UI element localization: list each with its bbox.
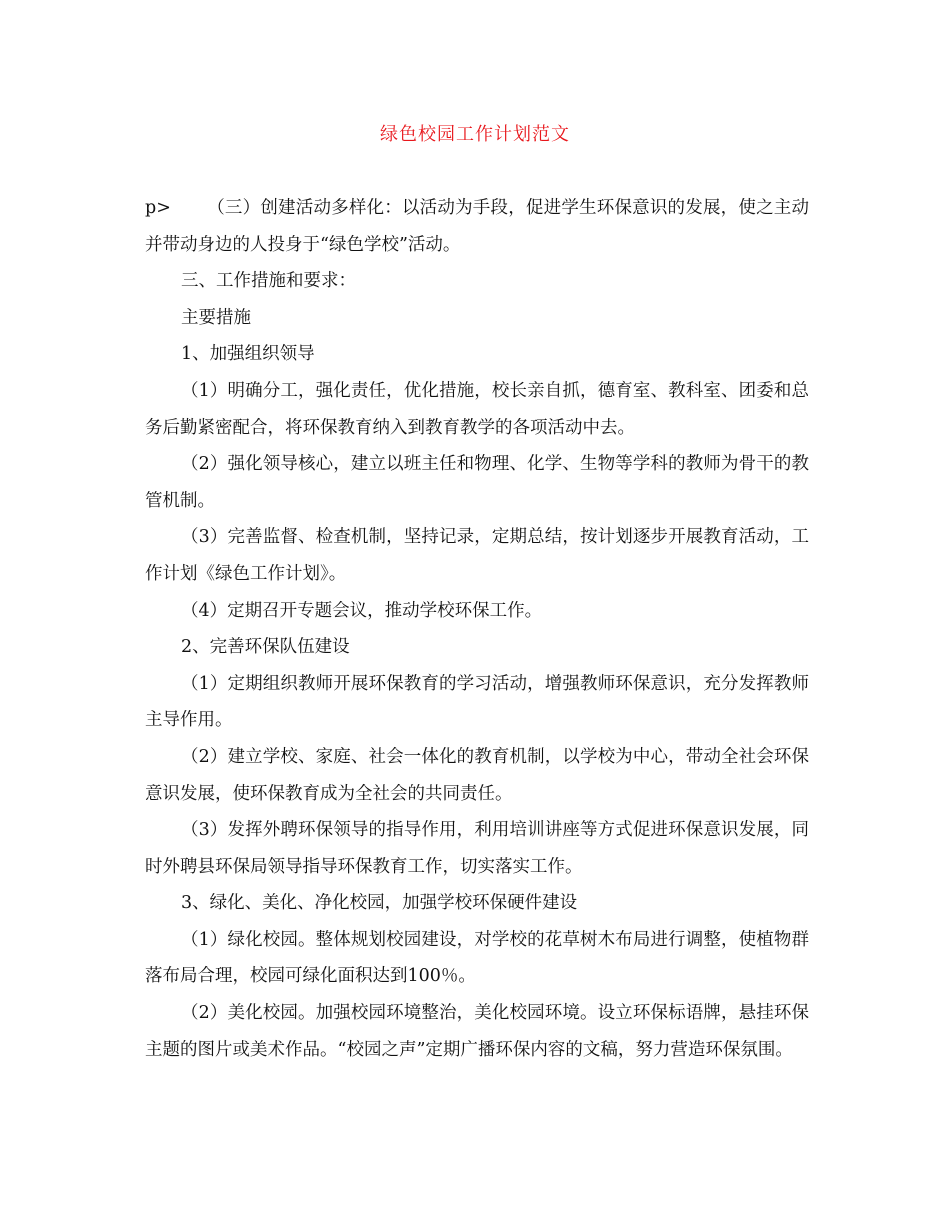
paragraph-1-text: （三）创建活动多样化：以活动为手段，促进学生环保意识的发展，使之主动并带动身边的人投身于“绿色学校”活动。 (145, 198, 809, 255)
item-1-1: （1）明确分工，强化责任，优化措施，校长亲自抓，德育室、教科室、团委和总务后勤紧密配合，将环保教育纳入到教育教学的各项活动中去。 (145, 380, 809, 438)
item-3-1: （1）绿化校园。整体规划校园建设，对学校的花草树木布局进行调整，使植物群落布局合理，校园可绿化面积达到100％。 (145, 929, 809, 987)
item-2-1: （1）定期组织教师开展环保教育的学习活动，增强教师环保意识，充分发挥教师主导作用。 (145, 673, 809, 731)
item-2-2: （2）建立学校、家庭、社会一体化的教育机制，以学校为中心，带动全社会环保意识发展，使环保教育成为全社会的共同责任。 (145, 746, 809, 804)
item-2-3: （3）发挥外聘环保领导的指导作用，利用培训讲座等方式促进环保意识发展，同时外聘县环保局领导指导环保教育工作，切实落实工作。 (145, 820, 809, 877)
paragraph-1 (145, 190, 809, 263)
item-1-4: （4）定期召开专题会议，推动学校环保工作。 (181, 600, 543, 621)
item-3-2: （2）美化校园。加强校园环境整治，美化校园环境。设立环保标语牌，悬挂环保主题的图片或美术作品。“校园之声”定期广播环保内容的文稿，努力营造环保氛围。 (145, 1003, 809, 1060)
item-heading-3: 3、绿化、美化、净化校园，加强学校环保硬件建设 (181, 893, 578, 914)
document-body (145, 190, 809, 1068)
stray-prefix: p> (145, 198, 171, 218)
item-heading-1: 1、加强组织领导 (181, 344, 315, 365)
item-1-3: （3）完善监督、检查机制，坚持记录，定期总结，按计划逐步开展教育活动，工作计划《绿色工作计划》。 (145, 527, 809, 584)
item-heading-2: 2、完善环保队伍建设 (181, 637, 350, 658)
section-heading-measures: 三、工作措施和要求： (181, 271, 356, 292)
subheading-main-measures: 主要措施 (181, 307, 251, 328)
document-title: 绿色校园工作计划范文 (380, 124, 570, 145)
item-1-2: （2）强化领导核心，建立以班主任和物理、化学、生物等学科的教师为骨干的教管机制。 (145, 454, 809, 511)
